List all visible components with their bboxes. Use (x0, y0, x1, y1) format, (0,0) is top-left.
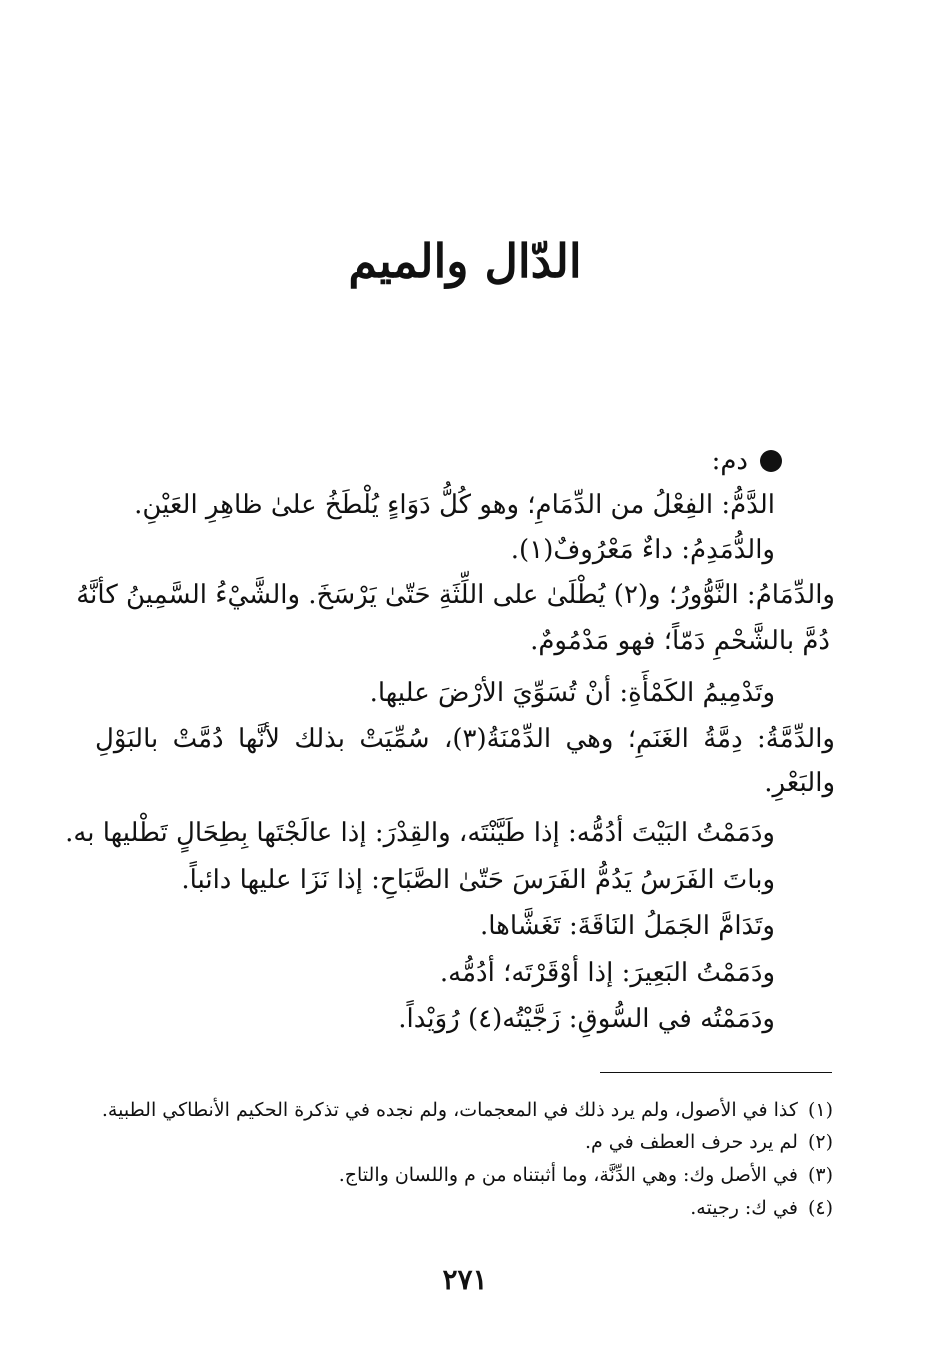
text-line: ودَمَمْتُ البَيْتَ أدُمُّه: إذا طَيَّنْتَه، والقِدْرَ: إذا عالَجْتَها بِطِحَالٍ تَطْليها به. (65, 818, 775, 848)
footnote-divider (600, 1072, 832, 1073)
footnote (585, 1127, 833, 1157)
text-line: وباتَ الفَرَسُ يَدُمُّ الفَرَسَ حَتّىٰ الصَّبَاحِ: إذا نَزَا عليها دائباً. (181, 865, 775, 895)
text-line: ودَمَمْتُه في السُّوقِ: زَجَّيْتُه(٤) رُوَيْداً. (398, 1004, 775, 1034)
footnote-number: (٤) (807, 1197, 833, 1219)
entry-heading-text: دم: (711, 446, 748, 476)
text-line: وتَدَامَّ الجَمَلُ النَاقَةَ: تَغَشَّاها. (479, 911, 775, 941)
text-line: والدِّمَامُ: النَّوُّورُ؛ و(٢) يُطْلَىٰ على اللِّثَةِ حَتّىٰ يَرْسَخَ. والشَّيْءُ السَّمِينُ كأنَّهُ (76, 580, 835, 610)
entry-heading (712, 443, 782, 479)
footnote (102, 1095, 833, 1125)
footnote (690, 1193, 833, 1223)
footnote-number: (٣) (807, 1164, 833, 1186)
footnote-number: (٢) (807, 1131, 833, 1153)
bullet-icon (760, 450, 782, 472)
footnote-text: في ك: رجيته. (690, 1197, 798, 1219)
page-number: ٢٧١ (442, 1263, 488, 1296)
text-line: دُمَّ بالشَّحْمِ دَمّاً؛ فهو مَدْمُومٌ. (530, 626, 830, 656)
footnote-number: (١) (807, 1099, 833, 1121)
text-line: والبَعْرِ. (764, 768, 835, 798)
footnote (339, 1160, 833, 1190)
text-line: الدَّمُّ: الفِعْلُ من الدِّمَامِ؛ وهو كُلُّ دَوَاءٍ يُلْطَخُ علىٰ ظاهِرِ العَيْنِ. (134, 490, 775, 520)
text-line: ودَمَمْتُ البَعِيرَ: إذا أوْقَرْتَه؛ أدُمُّه. (439, 958, 775, 988)
footnote-text: كذا في الأصول، ولم يرد ذلك في المعجمات، ولم نجده في تذكرة الحكيم الأنطاكي الطبية. (101, 1099, 798, 1121)
chapter-title: الدّال والميم (348, 234, 582, 288)
footnote-text: لم يرد حرف العطف في م. (584, 1131, 798, 1153)
text-line: والدُّمَدِمُ: داءٌ مَعْرُوفٌ(١). (510, 535, 775, 565)
text-line: والدِّمَّةُ: دِمَّةُ الغَنَمِ؛ وهي الدِّمْنَةُ(٣)، سُمِّيَتْ بذلك لأنَّها دُمَّتْ بالبَوْلِ (95, 724, 835, 754)
text-line: وتَدْمِيمُ الكَمْأَةِ: أنْ تُسَوِّيَ الأرْضَ عليها. (369, 678, 775, 708)
footnote-text: في الأصل وك: وهي الدِّنَّة، وما أثبتناه من م واللسان والتاج. (338, 1164, 798, 1186)
